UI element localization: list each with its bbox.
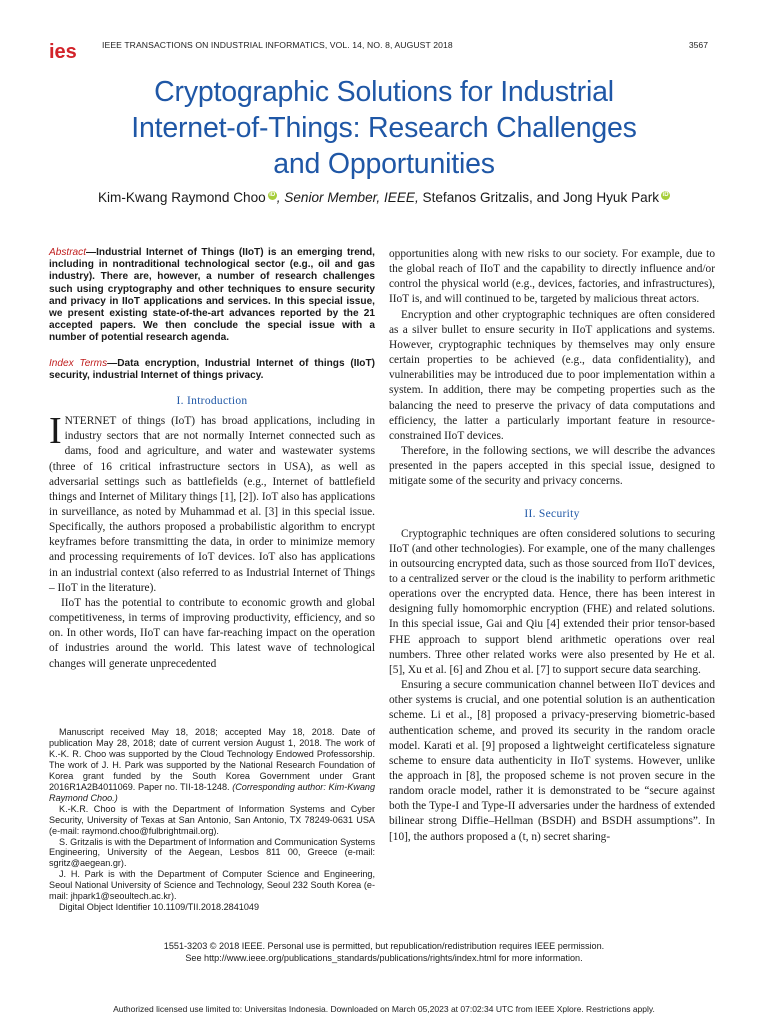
running-head: IEEE TRANSACTIONS ON INDUSTRIAL INFORMATICS, VOL. 14, NO. 8, AUGUST 2018 [102, 40, 453, 50]
intro-paragraph-1 [49, 410, 375, 596]
author-choo-role: , Senior Member, IEEE, [276, 190, 419, 205]
copyright-notice [40, 941, 728, 964]
footnote-choo: K.-K.R. Choo is with the Department of Information Systems and Cyber Security, University of Texas at San Antonio, San Antonio, TX 78249-0631 USA (e-mail: raymond.choo@fulbrightmail.org). [49, 803, 375, 836]
intro-paragraph-3: opportunities along with new risks to our society. For example, due to the global reach of IIoT and the capability to directly influence and/or control the physical world (e.g., devices, factories, and infrastructures), IIoT is, and will continued to be, targeted by malicious threat actors. [389, 248, 715, 306]
title-line-3: and Opportunities [273, 148, 495, 180]
page-number: 3567 [688, 40, 708, 50]
right-column [389, 247, 715, 845]
author-line [40, 190, 728, 205]
footnote-corresponding: (Corresponding author: Kim-Kwang Raymond Choo.) [49, 781, 375, 803]
footnote-doi: Digital Object Identifier 10.1109/TII.2018.2841049 [59, 902, 260, 913]
author-choo: Kim-Kwang Raymond Choo [97, 190, 266, 205]
intro-paragraph-2: IIoT has the potential to contribute to economic growth and global competitiveness, in terms of improving productivity, efficiency, and so on. In other words, IIoT can have far-reaching impact on the operation of industries around the world. This latest wave of technological changes will generate unprecedented [49, 596, 375, 670]
left-column [49, 247, 375, 672]
orcid-icon[interactable]: iD [662, 192, 669, 198]
title-line-2: Internet-of-Things: Research Challenges [131, 112, 637, 144]
copyright-line-1: 1551-3203 © 2018 IEEE. Personal use is permitted, but republication/redistribution requires IEEE permission. [163, 941, 605, 951]
paper-title [60, 74, 708, 182]
abstract-label: Abstract [49, 247, 87, 258]
copyright-line-2[interactable]: See http://www.ieee.org/publications_standards/publications/rights/index.html for more information. [185, 952, 583, 963]
section-heading-security: II. Security [524, 507, 580, 520]
ies-logo [48, 40, 86, 62]
index-terms [49, 358, 375, 382]
title-line-1: Cryptographic Solutions for Industrial [154, 76, 614, 108]
index-terms-label: Index Terms [49, 357, 108, 369]
security-paragraph-2: Ensuring a secure communication channel between IIoT devices and other systems is crucial, and one potential solution is an authentication scheme. Li et al., [8] proposed a privacy-preserving biometric-based authentication scheme, and proved its security in the random oracle model. Karati et al. [9] proposed a lightweight certificateless signature scheme to ensure data authenticity in IIoT systems. However, unlike the approach in [8], the proposed scheme is not proven secure in the random oracle model, rather it is demonstrated to be “secure against both the Type-I and Type-II adversaries under the hardness of extended bilinear strong Diffie–Hellman (BSDH) and BSDH assumptions”. In [10], the authors proposed a (t, n) secret sharing- [389, 679, 715, 843]
author-others: Stefanos Gritzalis, and Jong Hyuk Park [422, 190, 660, 205]
logo-text: ies [49, 41, 77, 62]
abstract [49, 247, 375, 345]
orcid-icon[interactable]: iD [269, 192, 276, 198]
security-paragraph-1: Cryptographic techniques are often considered solutions to securing IIoT (and other technologies). For example, one of the many challenges in outsourcing encrypted data, such as those sourced from IIoT devices, to a centralized server or the cloud is the inability to perform arithmetic operations over the encrypted data. Hence, there has been interest in designing fully homomorphic encryption (FHE) and related solutions. In this special issue, Gai and Qiu [4] extended their prior tensor-based FHE approach to support blend arithmetic operations over real numbers. Three other related works were also presented by He et al. [5], Xu et al. [6] and Zhou et al. [7] to support secure data searching. [389, 527, 715, 676]
abstract-text: —Industrial Internet of Things (IIoT) is an emerging trend, including in nontraditional technological sector (e.g., oil and gas industry). There are, however, a number of research challenges such using cryptography and other techniques to ensure security and privacy in IIoT applications and services. In this special issue, we present existing state-of-the-art advances reported by the 21 accepted papers. We then conclude the special issue with a number of potential research agenda. [49, 247, 375, 344]
footnote-manuscript [49, 727, 375, 804]
intro-paragraph-4: Encryption and other cryptographic techniques are often considered as a silver bullet to ensure security in IIoT applications and systems. However, cryptographic techniques by themselves may only ensure certain properties to be achieved (e.g., data confidentiality), and vulnerabilities may be introduced due to poor implementation within a system. In addition, there may be competing properties such as the balancing the need to preserve the privacy of data computations and efficiency, the latter a particularly important feature in resource-constrained IIoT devices. [389, 308, 715, 442]
footnotes [49, 727, 375, 913]
section-heading-introduction: I. Introduction [176, 395, 248, 408]
index-terms-text: —Data encryption, Industrial Internet of things (IIoT) security, industrial Internet of things privacy. [49, 357, 375, 381]
footnote-gritzalis: S. Gritzalis is with the Department of Information and Communication Systems Engineering, University of the Aegean, Lesbos 811 00, Greece (e-mail: sgritz@aegean.gr). [49, 836, 375, 869]
dropcap: I [49, 410, 62, 453]
intro-paragraph-1-text: NTERNET of things (IoT) has broad applications, including in industry sectors that are not normally Internet connected such as dams, food and agriculture, and water and wastewater systems (three of 16 critical infrastructure sectors in USA), as well as adversarial settings such as battlefields (e.g., Internet of battlefield things and Internet of Military things [1], [2]). IoT also has applications in surveillance, as noted by Muhammad et al. [3] in this special issue. Specifically, the authors proposed a probabilistic algorithm to encrypt keyframes before transmitting the data, in order to minimize memory and processing requirements of IoT devices. IoT also has applications in an industrial context (also referred to as Industrial Internet of Things – IIoT in the literature). [49, 415, 375, 594]
intro-paragraph-5: Therefore, in the following sections, we will describe the advances presented in the papers accepted in this special issue, designed to mitigate some of the security and privacy concerns. [389, 445, 715, 488]
footnote-manuscript-text: Manuscript received May 18, 2018; accepted May 18, 2018. Date of publication May 28, 2018; date of current version August 1, 2018. The work of K.-K. R. Choo was supported by the Cloud Technology Endowed Professorship. The work of J. H. Park was supported by the National Research Foundation of Korea grant funded by the South Korea Government under Grant 2016R1A2B4011069. Paper no. TII-18-1248. [49, 727, 375, 792]
footnote-park: J. H. Park is with the Department of Computer Science and Engineering, Seoul National University of Science and Technology, Seoul 232 South Korea (e-mail: jhpark1@seoultech.ac.kr). [49, 869, 375, 902]
license-footer: Authorized licensed use limited to: Universitas Indonesia. Downloaded on March 05,2023 at 07:02:34 UTC from IEEE Xplore. Restrictions apply. [113, 1004, 655, 1014]
